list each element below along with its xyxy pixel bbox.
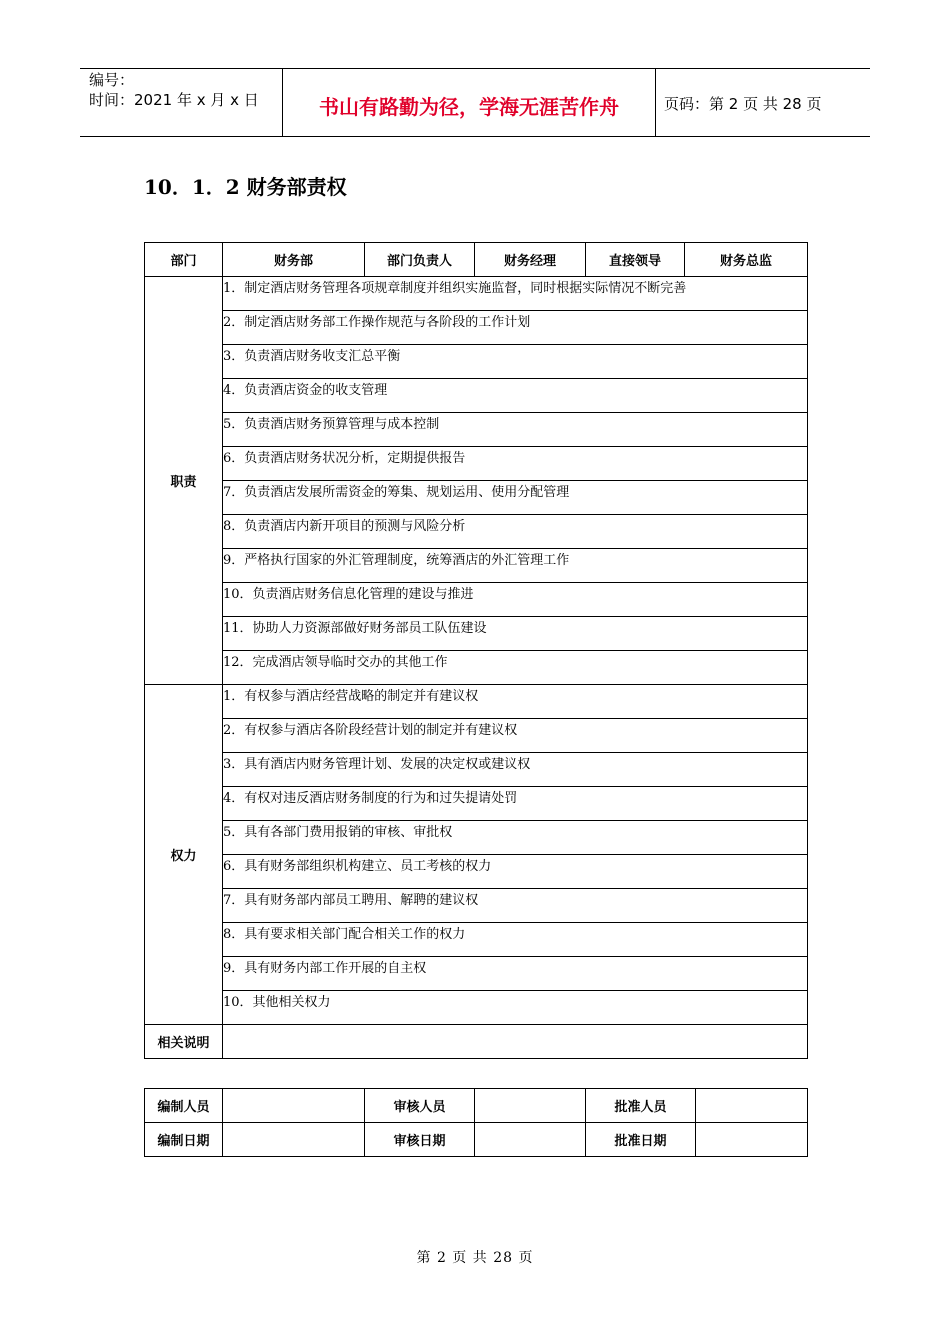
header-page-number: 页码：第 2 页 共 28 页 [664, 95, 822, 113]
table-row [145, 311, 808, 345]
table-row [145, 821, 808, 855]
reviewed-date-value [475, 1123, 586, 1157]
power-item: 5．具有各部门费用报销的审核、审批权 [223, 821, 808, 855]
reviewed-by-label: 审核人员 [365, 1089, 475, 1123]
header-cell: 部门 [145, 243, 223, 277]
table-row [145, 583, 808, 617]
notes-row [145, 1025, 808, 1059]
header-meta [89, 70, 259, 110]
table-header-row [145, 243, 808, 277]
reviewed-by-value [475, 1089, 586, 1123]
duty-item: 6．负责酒店财务状况分析，定期提供报告 [223, 447, 808, 481]
power-item: 7．具有财务部内部员工聘用、解聘的建议权 [223, 889, 808, 923]
table-row [145, 549, 808, 583]
date-row [145, 1123, 808, 1157]
table-row [145, 413, 808, 447]
header-bottom-rule [80, 136, 870, 137]
table-row [145, 719, 808, 753]
page-footer: 第 2 页 共 28 页 [416, 1250, 534, 1266]
header-divider [655, 68, 656, 136]
table-row [145, 515, 808, 549]
time-label: 时间：2021 年 x 月 x 日 [89, 91, 259, 109]
table-row [145, 753, 808, 787]
table-row [145, 957, 808, 991]
header-cell: 财务经理 [475, 243, 586, 277]
power-item: 2．有权参与酒店各阶段经营计划的制定并有建议权 [223, 719, 808, 753]
table-row [145, 447, 808, 481]
duty-item: 5．负责酒店财务预算管理与成本控制 [223, 413, 808, 447]
duty-item: 4．负责酒店资金的收支管理 [223, 379, 808, 413]
serial-label: 编号： [89, 71, 135, 89]
duty-item: 3．负责酒店财务收支汇总平衡 [223, 345, 808, 379]
duty-item: 8．负责酒店内新开项目的预测与风险分析 [223, 515, 808, 549]
table-row [145, 651, 808, 685]
table-row [145, 787, 808, 821]
prepared-by-label: 编制人员 [145, 1089, 223, 1123]
header-cell: 财务总监 [685, 243, 808, 277]
signature-table [144, 1088, 808, 1157]
responsibility-table [144, 242, 808, 1059]
power-item: 8．具有要求相关部门配合相关工作的权力 [223, 923, 808, 957]
reviewed-date-label: 审核日期 [365, 1123, 475, 1157]
header-cell: 直接领导 [586, 243, 685, 277]
table-row [145, 379, 808, 413]
table-row [145, 277, 808, 311]
power-item: 10．其他相关权力 [223, 991, 808, 1025]
approved-date-value [696, 1123, 808, 1157]
approved-date-label: 批准日期 [586, 1123, 696, 1157]
signature-row [145, 1089, 808, 1123]
table-row [145, 991, 808, 1025]
power-item: 6．具有财务部组织机构建立、员工考核的权力 [223, 855, 808, 889]
table-row [145, 481, 808, 515]
duty-item: 11．协助人力资源部做好财务部员工队伍建设 [223, 617, 808, 651]
prepared-by-value [223, 1089, 365, 1123]
power-item: 4．有权对违反酒店财务制度的行为和过失提请处罚 [223, 787, 808, 821]
power-label: 权力 [145, 685, 223, 1025]
header-cell: 财务部 [223, 243, 365, 277]
prepared-date-label: 编制日期 [145, 1123, 223, 1157]
duty-label: 职责 [145, 277, 223, 685]
power-item: 9．具有财务内部工作开展的自主权 [223, 957, 808, 991]
duty-item: 1．制定酒店财务管理各项规章制度并组织实施监督，同时根据实际情况不断完善 [223, 277, 808, 311]
duty-item: 9．严格执行国家的外汇管理制度，统筹酒店的外汇管理工作 [223, 549, 808, 583]
table-row [145, 855, 808, 889]
section-title: 10．1．2 财务部责权 [144, 175, 347, 199]
notes-value [223, 1025, 808, 1059]
header-cell: 部门负责人 [365, 243, 475, 277]
duty-item: 2．制定酒店财务部工作操作规范与各阶段的工作计划 [223, 311, 808, 345]
header-motto: 书山有路勤为径，学海无涯苦作舟 [319, 95, 619, 119]
duty-item: 7．负责酒店发展所需资金的筹集、规划运用、使用分配管理 [223, 481, 808, 515]
table-row [145, 685, 808, 719]
power-item: 3．具有酒店内财务管理计划、发展的决定权或建议权 [223, 753, 808, 787]
table-row [145, 923, 808, 957]
duty-item: 10．负责酒店财务信息化管理的建设与推进 [223, 583, 808, 617]
power-item: 1．有权参与酒店经营战略的制定并有建议权 [223, 685, 808, 719]
header-top-rule [80, 68, 870, 69]
table-row [145, 345, 808, 379]
table-row [145, 617, 808, 651]
approved-by-value [696, 1089, 808, 1123]
prepared-date-value [223, 1123, 365, 1157]
duty-item: 12．完成酒店领导临时交办的其他工作 [223, 651, 808, 685]
notes-label: 相关说明 [145, 1025, 223, 1059]
approved-by-label: 批准人员 [586, 1089, 696, 1123]
table-row [145, 889, 808, 923]
